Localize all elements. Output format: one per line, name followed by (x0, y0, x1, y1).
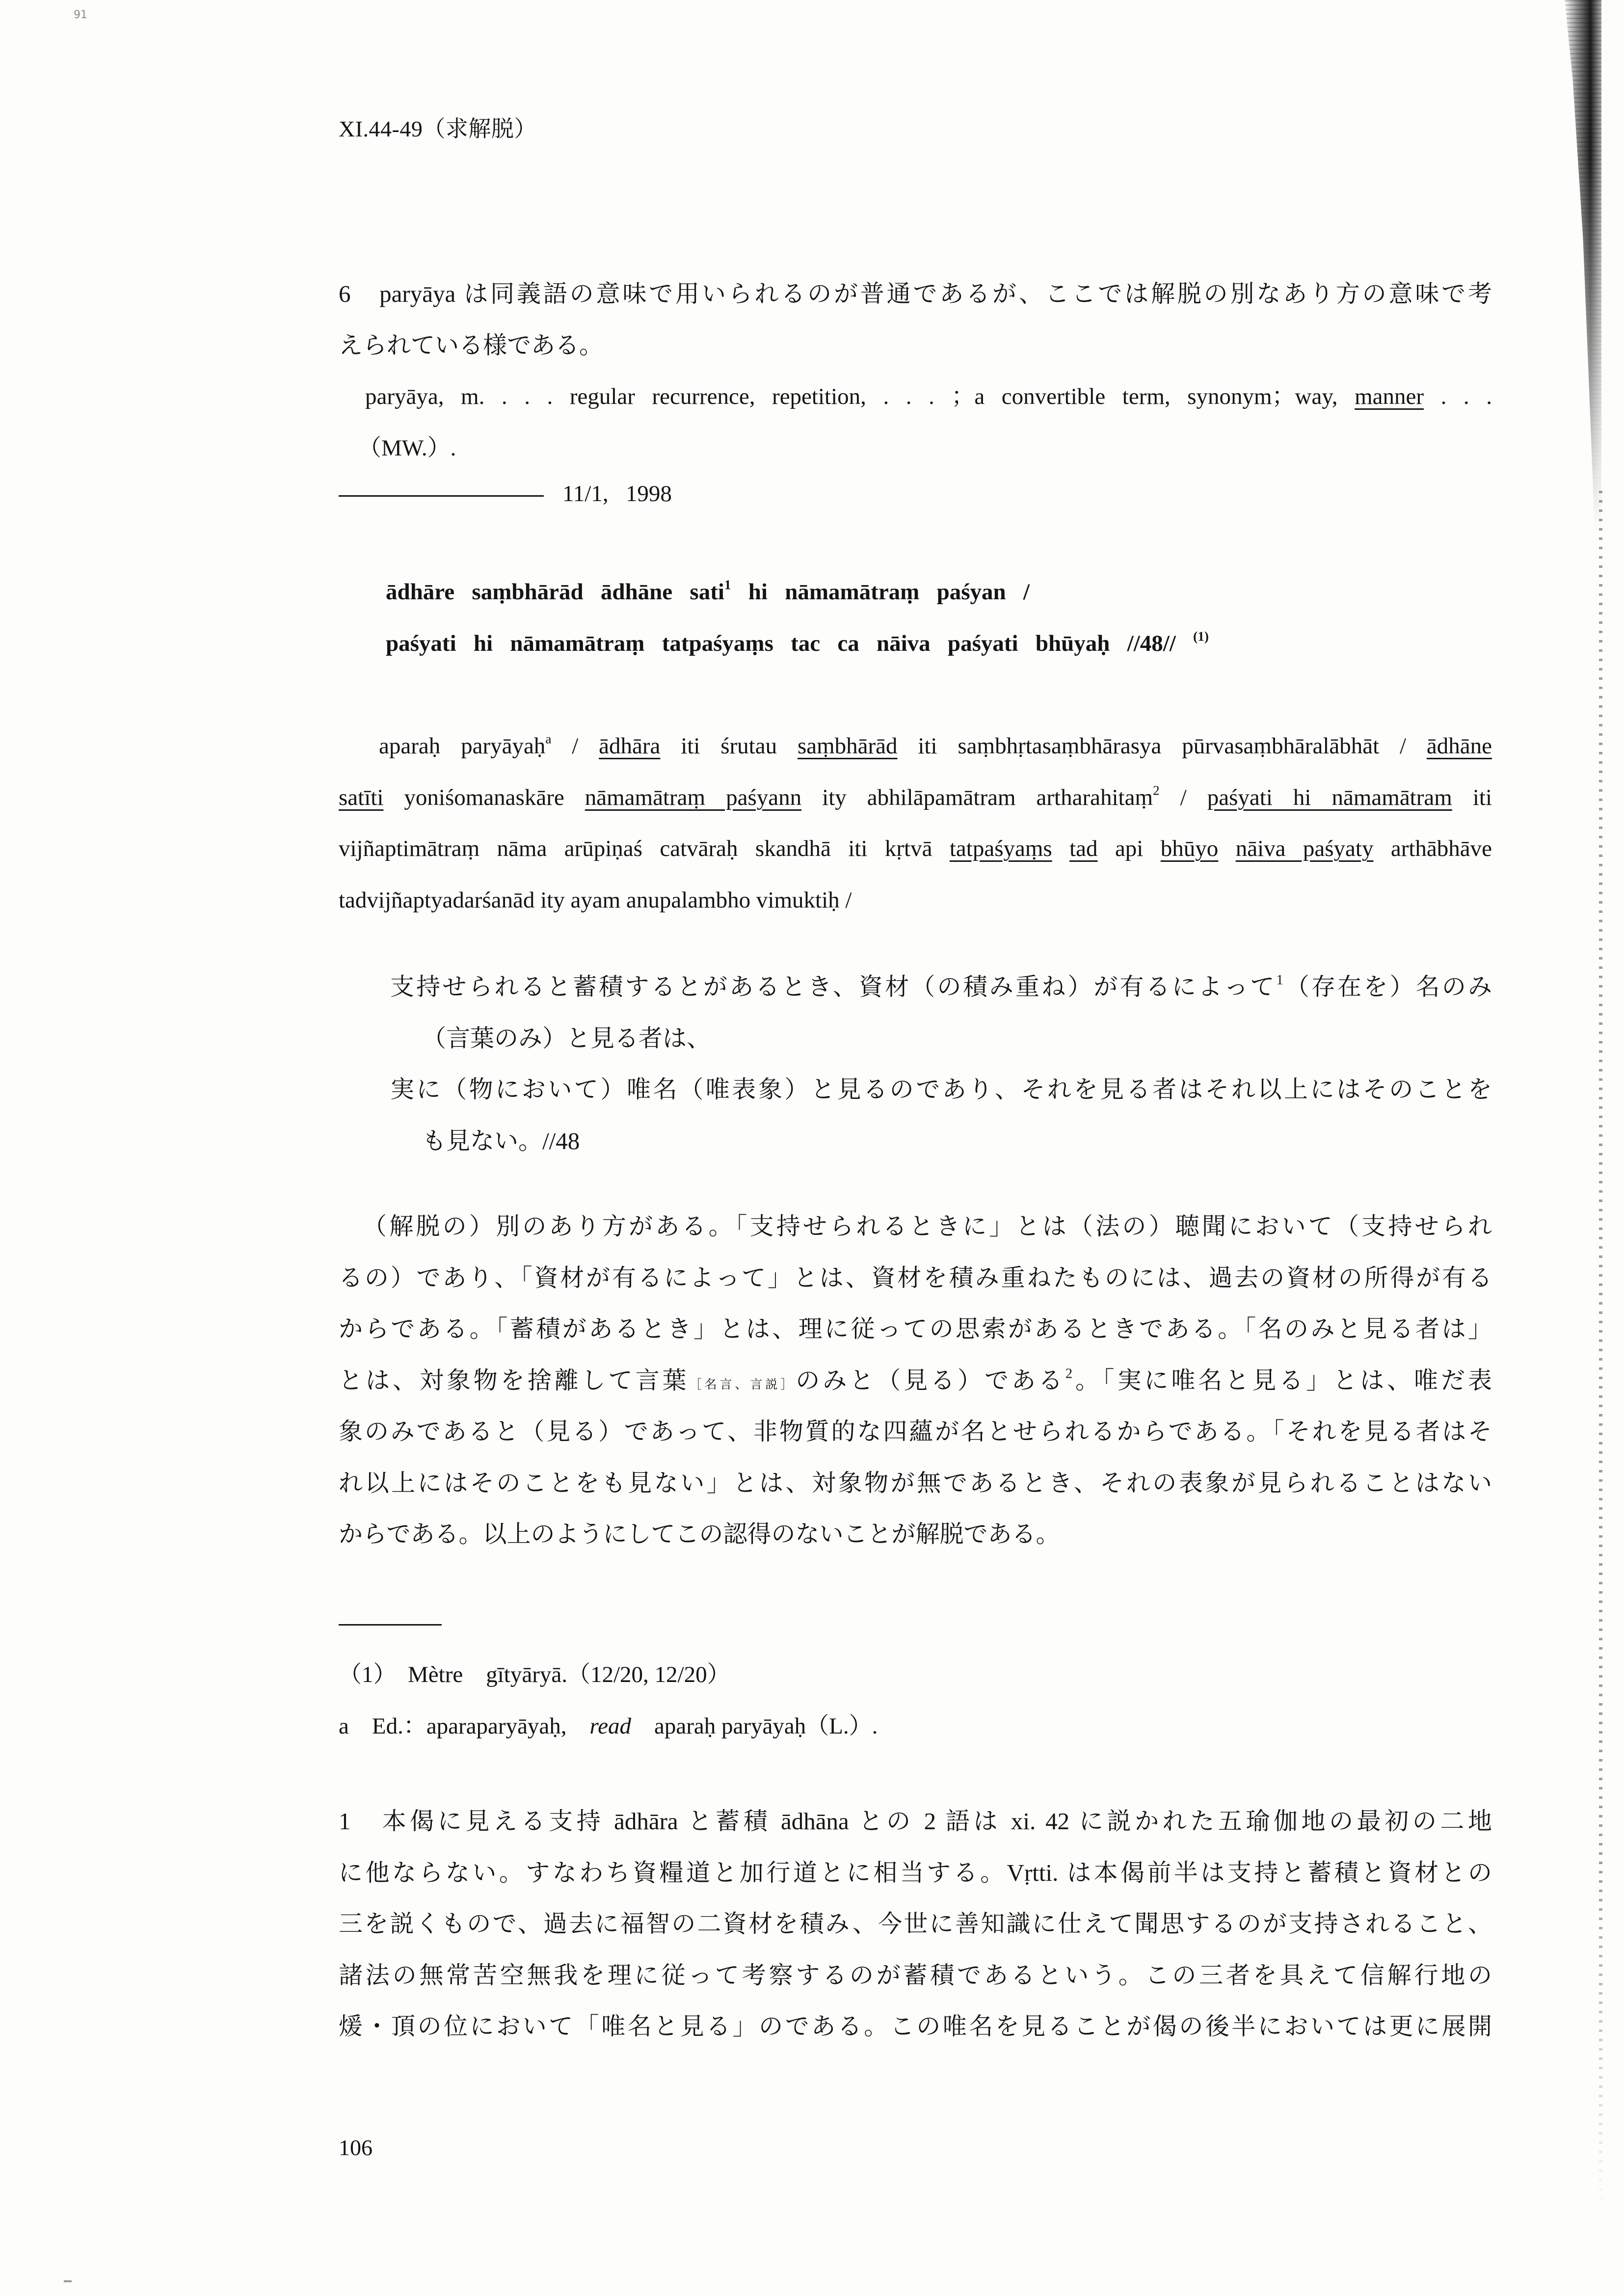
text-run: tadvijñaptyadarśanād ity ayam anupalambho vimuktiḥ / (339, 887, 852, 913)
text-run: iti saṃbhṛtasaṃbhārasya pūrvasaṃbhāralābhāt / (897, 733, 1427, 759)
commentary-translation-line (339, 1406, 1492, 1458)
underlined-lemma: satīti (339, 784, 384, 810)
underlined-lemma: paśyati hi nāmamātram (1207, 784, 1452, 810)
date-rule (339, 495, 544, 497)
underlined-lemma: nāiva paśyaty (1235, 836, 1374, 861)
verse-translation-line (339, 1064, 1492, 1116)
note-6-paragraph (339, 268, 1492, 371)
text-run: api (1097, 836, 1161, 861)
date-line-row (339, 468, 1492, 520)
scan-edge-dotted-line (1599, 491, 1602, 2218)
verse-translation-line (339, 1013, 1492, 1065)
note-reference: 1 (724, 577, 731, 592)
text-run: 6 paryāya は同義語の意味で用いられるのが普通であるが、ここでは解脱の別なあり方の意味で考 (339, 280, 1492, 307)
commentary-translation-line (339, 1201, 1492, 1253)
note-6-line (339, 268, 1492, 320)
text-run: / (1159, 784, 1207, 810)
text-run: paryāya, m. . . . regular recurrence, repetition, . . . ；a convertible term, synonym；way, (365, 384, 1355, 409)
text-run: aparaḥ paryāyaḥ (379, 733, 546, 759)
text-run: （解脱の）別のあり方がある。「支持せられるときに」とは（法の）聴聞において（支持せられ (363, 1213, 1492, 1240)
text-run: vijñaptimātraṃ nāma arūpiṇaś catvāraḥ skandhā iti kṛtvā (339, 836, 950, 861)
scan-corner-dash (64, 2280, 72, 2282)
text-run: . . . (1424, 384, 1492, 409)
text-run (1218, 836, 1235, 861)
running-header-text: XI.44-49（求解脱） (339, 116, 537, 141)
text-run: iti śrutau (660, 733, 798, 759)
note-reference: 2 (1153, 783, 1160, 798)
note-1-line (339, 1796, 1492, 1847)
text-run: （1） Mètre gītyāryā.（12/20, 12/20） (339, 1662, 730, 1687)
underlined-lemma: saṃbhārād (797, 733, 898, 759)
text-run: ity abhilāpamātram artharahitaṃ (801, 784, 1153, 810)
text-run: とは、対象物を捨離して言葉 (339, 1366, 690, 1394)
text-run: 実に（物において）唯名（唯表象）と見るのであり、それを見る者はそれ以上にはそのことを (390, 1076, 1492, 1103)
commentary-line (339, 772, 1492, 824)
note-6-dictionary-citation (339, 371, 1492, 474)
text-run: （MW.）. (358, 435, 456, 461)
text-run: （存在を）名のみ (1283, 973, 1492, 1000)
commentary-translation-line (339, 1253, 1492, 1304)
sanskrit-commentary (339, 721, 1492, 926)
dictionary-citation-line (339, 423, 1492, 474)
underlined-lemma: nāmamātraṃ paśyann (585, 784, 802, 810)
text-run: るの）であり、「資材が有るによって」とは、資材を積み重ねたものには、過去の資材の所得が有る (339, 1264, 1492, 1291)
verse-translation-line (339, 961, 1492, 1013)
note-reference: a (545, 731, 552, 747)
note-reference: 2 (1065, 1366, 1073, 1382)
underlined-lemma: manner (1355, 384, 1424, 409)
note-1-line (339, 1847, 1492, 1899)
scan-corner-mark: 91 (74, 9, 87, 21)
note-1-paragraph (339, 1796, 1492, 2053)
text-run (1052, 836, 1069, 861)
text-run: / (551, 733, 599, 759)
footnotes (339, 1649, 1492, 1752)
text-run: arthābhāve (1373, 836, 1492, 861)
commentary-translation-line (339, 1304, 1492, 1355)
footnote-separator (339, 1624, 442, 1626)
note-1-line (339, 2001, 1492, 2053)
footnote-line (339, 1649, 1492, 1701)
underlined-lemma: ādhāne (1426, 733, 1492, 759)
text-run: 諸法の無常苦空無我を理に従って考察するのが蓄積であるという。この三者を具えて信解行地の (339, 1961, 1492, 1989)
underlined-lemma: bhūyo (1160, 836, 1219, 861)
underlined-lemma: ādhāra (599, 733, 661, 759)
text-run: 煖・頂の位において「唯名と見る」のである。この唯名を見ることが偈の後半においては更に展開 (339, 2013, 1492, 2040)
text-run: も見ない。//48 (422, 1127, 580, 1154)
note-6-line (339, 320, 1492, 372)
bracketed-gloss: ［名言、言説］ (689, 1378, 796, 1391)
sanskrit-verse (339, 566, 1492, 669)
note-1-line (339, 1898, 1492, 1950)
date-text: 11/1, 1998 (562, 481, 672, 507)
scan-edge-shadow (1565, 0, 1601, 530)
commentary-translation-line (339, 1355, 1492, 1407)
text-run: ādhāre saṃbhārād ādhāne sati (386, 579, 724, 605)
underlined-lemma: tatpaśyaṃs (949, 836, 1052, 861)
text-run: 1 本偈に見える支持 ādhāra と蓄積 ādhāna との 2 語は xi. 42 に説かれた五瑜伽地の最初の二地 (339, 1808, 1492, 1835)
text-run: に他ならない。すなわち資糧道と加行道とに相当する。Vṛtti. は本偈前半は支持と蓄積と資材との (339, 1859, 1492, 1886)
page-number (339, 2122, 1492, 2174)
commentary-line (339, 823, 1492, 875)
note-reference: 1 (1276, 972, 1283, 988)
text-run: aparaḥ paryāyaḥ（L.）. (631, 1713, 878, 1739)
page-number-text: 106 (339, 2135, 373, 2160)
italic-text: read (589, 1713, 631, 1739)
text-run: のみと（見る）である (796, 1366, 1065, 1394)
commentary-line (339, 875, 1492, 926)
text-run: paśyati hi nāmamātraṃ tatpaśyaṃs tac ca nāiva paśyati bhūyaḥ //48// (386, 630, 1194, 656)
text-run: 支持せられると蓄積するとがあるとき、資材（の積み重ね）が有るによって (390, 973, 1277, 1000)
text-run: hi nāmamātraṃ paśyan / (731, 579, 1030, 605)
text-run: a Ed.：aparaparyāyaḥ, (339, 1713, 590, 1739)
running-header (339, 104, 1492, 155)
verse-line (339, 618, 1492, 669)
verse-translation-line (339, 1116, 1492, 1167)
verse-translation (339, 961, 1492, 1167)
date-line (339, 468, 1492, 520)
dictionary-citation-line (339, 371, 1492, 423)
note-reference: (1) (1193, 629, 1209, 644)
commentary-translation-line (339, 1458, 1492, 1509)
commentary-line (339, 721, 1492, 772)
text-run: 三を説くもので、過去に福智の二資材を積み、今世に善知識に仕えて聞思するのが支持されること、 (339, 1910, 1492, 1937)
text-run: （言葉のみ）と見る者は、 (422, 1024, 711, 1052)
text-run: 象のみであると（見る）であって、非物質的な四蘊が名とせられるからである。「それを見る者はそ (339, 1418, 1492, 1445)
text-run: yoniśomanaskāre (383, 784, 585, 810)
verse-line (339, 566, 1492, 618)
text-run: れ以上にはそのことをも見ない」とは、対象物が無であるとき、それの表象が見られることはない (339, 1469, 1492, 1496)
commentary-translation (339, 1201, 1492, 1560)
text-run: からである。「蓄積があるとき」とは、理に従っての思索があるときである。「名のみと見る者は」 (339, 1315, 1492, 1342)
note-1-line (339, 1950, 1492, 2002)
text-run: からである。以上のようにしてこの認得のないことが解脱である。 (339, 1521, 1060, 1548)
text-run: えられている様である。 (339, 331, 604, 359)
text-run: iti (1452, 784, 1492, 810)
commentary-translation-line (339, 1509, 1492, 1560)
underlined-lemma: tad (1069, 836, 1098, 861)
footnote-line (339, 1701, 1492, 1752)
text-run: 。「実に唯名と見る」とは、唯だ表 (1072, 1366, 1492, 1394)
